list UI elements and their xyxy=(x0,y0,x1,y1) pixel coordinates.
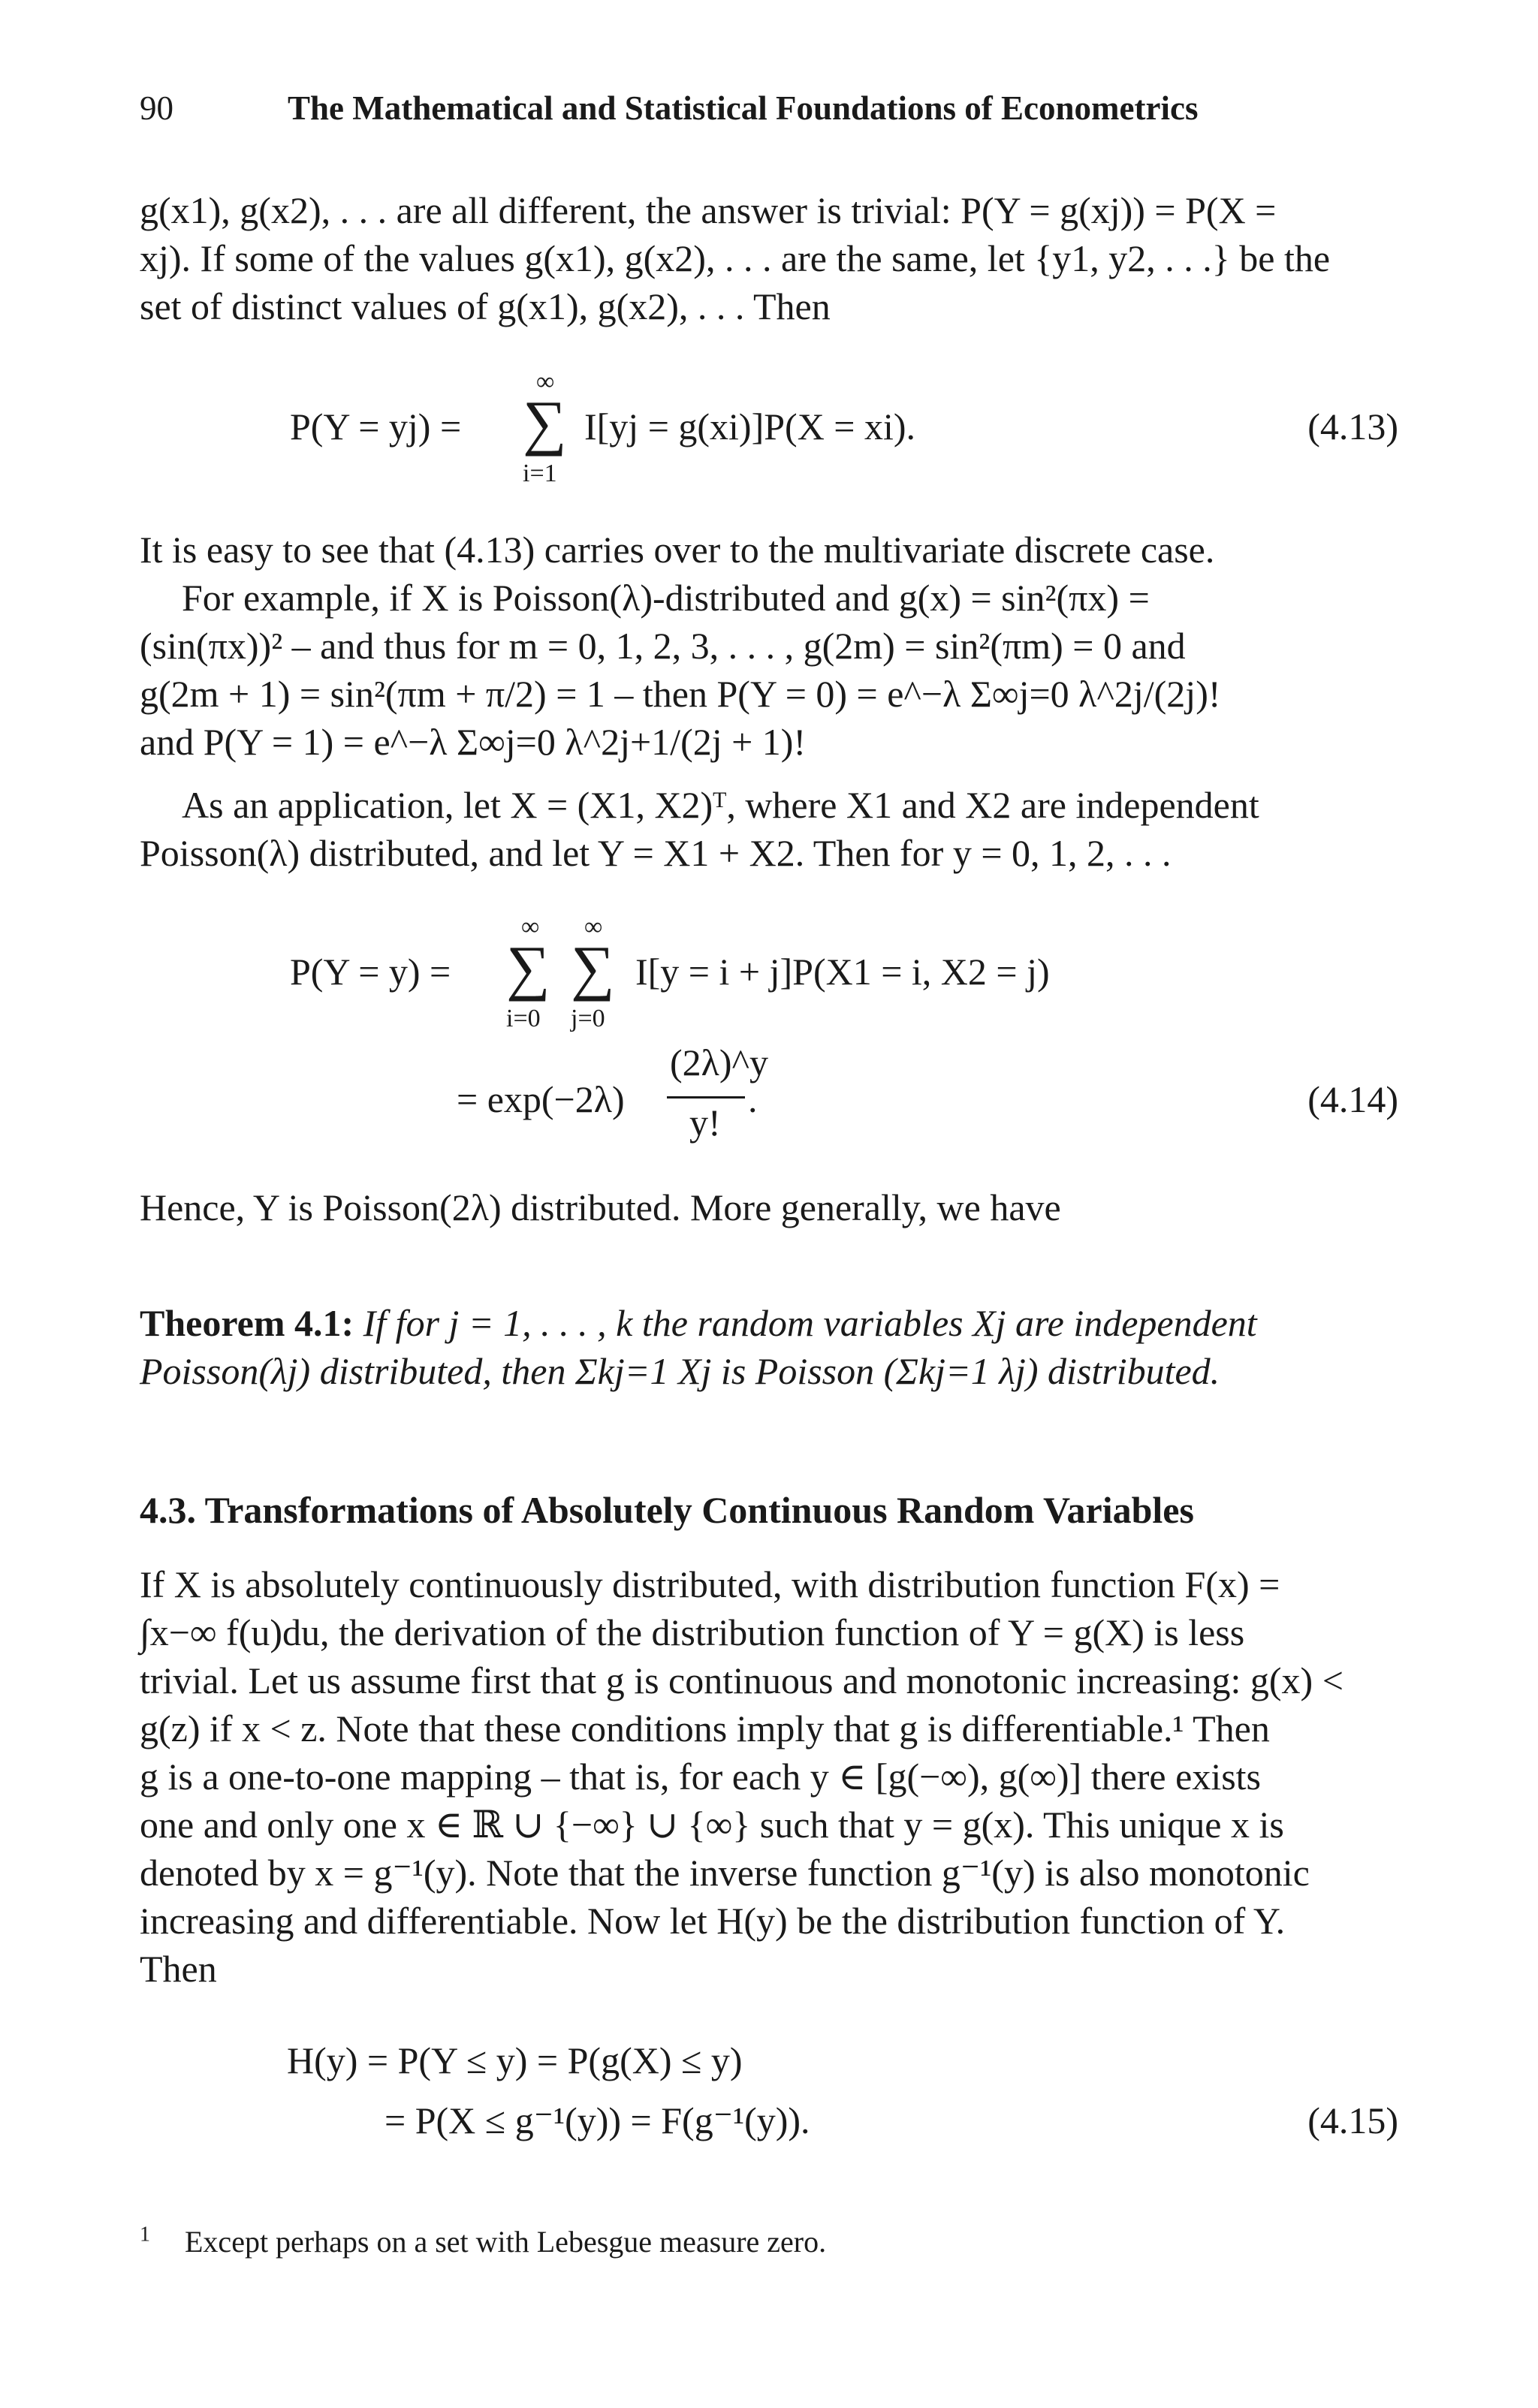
equation-line-2: = P(X ≤ g⁻¹(y)) = F(g⁻¹(y)). xyxy=(384,2099,810,2141)
page-number: 90 xyxy=(140,89,173,127)
text-line: As an application, let X = (X1, X2)ᵀ, where X1 and X2 are independent xyxy=(182,784,1259,826)
equation-number: (4.15) xyxy=(1307,2099,1398,2141)
summation-symbol: ∑ xyxy=(571,933,615,1002)
equation-rhs: I[y = i + j]P(X1 = i, X2 = j) xyxy=(635,951,1050,993)
text-line: xj). If some of the values g(x1), g(x2), . . . are the same, let {y1, y2, . . .} be the xyxy=(140,237,1331,279)
sum-lower-limit: i=0 xyxy=(506,1005,541,1032)
footnote xyxy=(140,2224,826,2259)
text-line: g(x1), g(x2), . . . are all different, the answer is trivial: P(Y = g(xj)) = P(X = xyxy=(140,189,1277,231)
text-line: and P(Y = 1) = e^−λ Σ∞j=0 λ^2j+1/(2j + 1)! xyxy=(140,721,807,763)
theorem-text: If for j = 1, . . . , k the random variables Xj are independent xyxy=(363,1302,1257,1344)
summation-symbol: ∑ xyxy=(523,388,567,457)
equation-line-1: H(y) = P(Y ≤ y) = P(g(X) ≤ y) xyxy=(287,2039,743,2081)
equation-line-2: = exp(−2λ) xyxy=(457,1078,625,1120)
sum-lower-limit: j=0 xyxy=(571,1005,605,1032)
equation-period: . xyxy=(748,1078,758,1120)
fraction-denominator: y! xyxy=(689,1102,721,1144)
summation-symbol: ∑ xyxy=(506,933,550,1002)
text-line: Poisson(λ) distributed, and let Y = X1 + X2. Then for y = 0, 1, 2, . . . xyxy=(140,832,1172,874)
running-header xyxy=(140,89,1398,134)
text-line: ∫x−∞ f(u)du, the derivation of the distribution function of Y = g(X) is less xyxy=(140,1611,1245,1653)
text-line: g(z) if x < z. Note that these conditions imply that g is differentiable.¹ Then xyxy=(140,1707,1270,1749)
sum-upper-limit: ∞ xyxy=(521,913,540,941)
text-line: trivial. Let us assume first that g is continuous and monotonic increasing: g(x) < xyxy=(140,1659,1343,1701)
text-line: one and only one x ∈ ℝ ∪ {−∞} ∪ {∞} such that y = g(x). This unique x is xyxy=(140,1804,1284,1846)
equation-number: (4.14) xyxy=(1307,1078,1398,1120)
text-line: increasing and differentiable. Now let H(y) be the distribution function of Y. xyxy=(140,1900,1286,1942)
footnote-mark: 1 xyxy=(140,2223,150,2247)
running-title: The Mathematical and Statistical Foundations of Econometrics xyxy=(288,89,1199,127)
theorem-text: Poisson(λj) distributed, then Σkj=1 Xj is Poisson (Σkj=1 λj) distributed. xyxy=(140,1350,1220,1392)
sum-upper-limit: ∞ xyxy=(536,368,555,396)
text-line: It is easy to see that (4.13) carries over to the multivariate discrete case. xyxy=(140,529,1215,571)
text-line: set of distinct values of g(x1), g(x2), . . . Then xyxy=(140,285,831,327)
paragraph-1 xyxy=(140,186,1398,330)
fraction-bar xyxy=(667,1096,745,1099)
sum-lower-limit: i=1 xyxy=(523,460,557,487)
fraction-numerator: (2λ)^y xyxy=(670,1041,769,1083)
section-heading: 4.3. Transformations of Absolutely Continuous Random Variables xyxy=(140,1489,1194,1531)
equation-lhs: P(Y = y) = xyxy=(290,951,451,993)
theorem-label: Theorem 4.1: xyxy=(140,1302,354,1344)
text-line: Hence, Y is Poisson(2λ) distributed. More generally, we have xyxy=(140,1186,1061,1228)
theorem-4-1 xyxy=(140,1299,1398,1395)
sum-upper-limit: ∞ xyxy=(584,913,603,941)
paragraph-2 xyxy=(140,526,1398,766)
text-line: For example, if X is Poisson(λ)-distributed and g(x) = sin²(πx) = xyxy=(182,577,1150,619)
paragraph-4 xyxy=(140,1183,1398,1231)
paragraph-5 xyxy=(140,1560,1398,1993)
text-line: denoted by x = g⁻¹(y). Note that the inverse function g⁻¹(y) is also monotonic xyxy=(140,1852,1310,1894)
footnote-text: Except perhaps on a set with Lebesgue measure zero. xyxy=(185,2225,827,2259)
text-line: g(2m + 1) = sin²(πm + π/2) = 1 – then P(Y = 0) = e^−λ Σ∞j=0 λ^2j/(2j)! xyxy=(140,673,1221,715)
paragraph-3 xyxy=(140,781,1398,877)
text-line: (sin(πx))² – and thus for m = 0, 1, 2, 3, . . . , g(2m) = sin²(πm) = 0 and xyxy=(140,625,1186,667)
text-line: g is a one-to-one mapping – that is, for each y ∈ [g(−∞), g(∞)] there exists xyxy=(140,1756,1262,1798)
text-line: If X is absolutely continuously distributed, with distribution function F(x) = xyxy=(140,1563,1280,1605)
text-line: Then xyxy=(140,1948,217,1990)
equation-rhs: I[yj = g(xi)]P(X = xi). xyxy=(584,405,916,448)
equation-number: (4.13) xyxy=(1307,405,1398,448)
equation-lhs: P(Y = yj) = xyxy=(290,405,462,448)
